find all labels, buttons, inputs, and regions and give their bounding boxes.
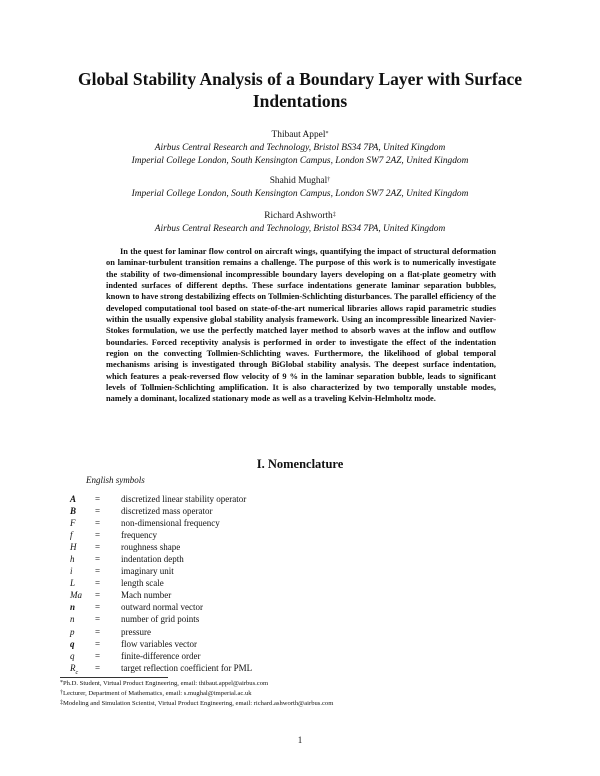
nomenclature-symbol: q <box>70 638 75 649</box>
footnote: ‡Modeling and Simulation Scientist, Virtual Product Engineering, email: richard.ashworth@airbus.com <box>60 700 334 708</box>
nomenclature-symbol: Ma <box>70 590 82 601</box>
nomenclature-description: outward normal vector <box>121 602 203 613</box>
nomenclature-row <box>70 650 490 662</box>
nomenclature-equals: = <box>95 578 101 589</box>
nomenclature-equals: = <box>95 602 101 613</box>
author-affiliation: Airbus Central Research and Technology, Bristol BS34 7PA, United Kingdom <box>154 224 446 234</box>
nomenclature-symbol: n <box>70 602 76 613</box>
nomenclature-symbol: F <box>70 518 76 529</box>
nomenclature-row <box>70 638 490 650</box>
author-name: Richard Ashworth‡ <box>264 211 336 221</box>
nomenclature-row <box>70 577 490 589</box>
author-name: Shahid Mughal† <box>269 176 331 186</box>
nomenclature-equals: = <box>95 566 101 577</box>
nomenclature-symbol: L <box>70 578 76 589</box>
nomenclature-row <box>70 505 490 517</box>
nomenclature-description: pressure <box>121 626 151 637</box>
nomenclature-row <box>70 553 490 565</box>
nomenclature-symbol: p <box>70 626 75 637</box>
nomenclature-row <box>70 541 490 553</box>
nomenclature-description: target reflection coefficient for PML <box>121 662 253 673</box>
nomenclature-row <box>70 565 490 577</box>
author-affiliation: Imperial College London, South Kensington Campus, London SW7 2AZ, United Kingdom <box>131 156 469 166</box>
nomenclature-symbol: A <box>70 494 77 504</box>
nomenclature-row <box>70 589 490 601</box>
nomenclature-description: imaginary unit <box>121 566 174 577</box>
nomenclature-description: finite-difference order <box>121 650 201 661</box>
nomenclature-description: indentation depth <box>121 554 184 565</box>
nomenclature-description: non-dimensional frequency <box>121 518 220 529</box>
nomenclature-equals: = <box>95 638 101 649</box>
nomenclature-row <box>70 529 490 541</box>
nomenclature-row <box>70 626 490 638</box>
nomenclature-equals: = <box>95 494 101 504</box>
nomenclature-description: discretized linear stability operator <box>121 494 247 504</box>
nomenclature-list <box>70 493 490 674</box>
nomenclature-equals: = <box>95 626 101 637</box>
author-affiliation: Airbus Central Research and Technology, Bristol BS34 7PA, United Kingdom <box>154 143 446 153</box>
nomenclature-symbol: $R_c$ <box>70 662 79 676</box>
nomenclature-row <box>70 493 490 505</box>
page-number: 1 <box>297 735 303 745</box>
nomenclature-symbol: H <box>70 542 77 553</box>
nomenclature-row <box>70 613 490 625</box>
nomenclature-description: Mach number <box>121 590 172 601</box>
nomenclature-row <box>70 601 490 613</box>
nomenclature-equals: = <box>95 590 101 601</box>
nomenclature-symbol: h <box>70 554 75 565</box>
nomenclature-symbol: B <box>70 506 77 517</box>
nomenclature-symbol: i <box>70 566 73 577</box>
author-block-2 <box>60 175 540 201</box>
author-name: Thibaut Appel* <box>271 130 329 140</box>
nomenclature-symbol: f <box>70 530 73 541</box>
nomenclature-equals: = <box>95 518 101 529</box>
nomenclature-symbol: q <box>70 650 75 661</box>
author-affiliation: Imperial College London, South Kensington Campus, London SW7 2AZ, United Kingdom <box>131 189 469 199</box>
nomenclature-equals: = <box>95 614 101 625</box>
footnote: †Lecturer, Department of Mathematics, email: s.mughal@imperial.ac.uk <box>60 690 252 698</box>
author-block-3 <box>60 210 540 236</box>
footnote: *Ph.D. Student, Virtual Product Engineering, email: thibaut.appel@airbus.com <box>60 680 269 687</box>
author-block-1 <box>60 129 540 168</box>
nomenclature-description: flow variables vector <box>121 638 197 649</box>
section-heading: I. Nomenclature <box>256 457 344 471</box>
nomenclature-description: number of grid points <box>121 614 200 625</box>
abstract: In the quest for laminar flow control on aircraft wings, quantifying the impact of structural deformation on laminar-turbulent transition remains a challenge. The purpose of this work is to numerically investigate the stability of two-dimensional incompressible boundary layers developing on a flat-plate geometry with indented surfaces of different depths. These surface indentations generate laminar separation bubbles, known to have strong destabilizing effects on Tollmien-Schlichting disturbances. The parallel efficiency of the developed computational tool based on state-of-the-art numerical libraries allows rapid parametric studies within the usually expensive global stability analysis framework. Using an incompressible linearized Navier-Stokes formulation, we use the perfectly matched layer method to absorb waves at the inflow and outflow boundaries. Forced receptivity analysis is performed in order to investigate the effect of the indentation region on the convecting Tollmien-Schlichting waves. Furthermore, the likelihood of global temporal mechanisms arising is investigated through BiGlobal stability analysis. The deepest surface indentation, which features a peak-reversed flow velocity of 9 % in the laminar separation bubble, leads to significant levels of Tollmien-Schlichting amplification. It is also characterized by two temporally unstable modes, namely a dominant, localized stationary mode as well as a traveling Kelvin-Helmholtz mode. <box>106 247 496 404</box>
nomenclature-row <box>70 662 490 674</box>
nomenclature-symbol: n <box>70 614 75 625</box>
nomenclature-description: frequency <box>121 530 157 541</box>
nomenclature-equals: = <box>95 554 101 565</box>
subsection-heading: English symbols <box>86 475 145 485</box>
nomenclature-row <box>70 517 490 529</box>
footnote-divider <box>60 677 168 678</box>
nomenclature-description: roughness shape <box>121 542 181 553</box>
nomenclature-equals: = <box>95 506 101 517</box>
nomenclature-equals: = <box>95 542 101 553</box>
nomenclature-equals: = <box>95 662 101 673</box>
paper-title: Global Stability Analysis of a Boundary Layer with Surface Indentations <box>77 69 523 111</box>
footnotes <box>60 679 540 710</box>
nomenclature-equals: = <box>95 650 101 661</box>
nomenclature-equals: = <box>95 530 101 541</box>
nomenclature-description: length scale <box>121 578 164 589</box>
nomenclature-description: discretized mass operator <box>121 506 213 517</box>
